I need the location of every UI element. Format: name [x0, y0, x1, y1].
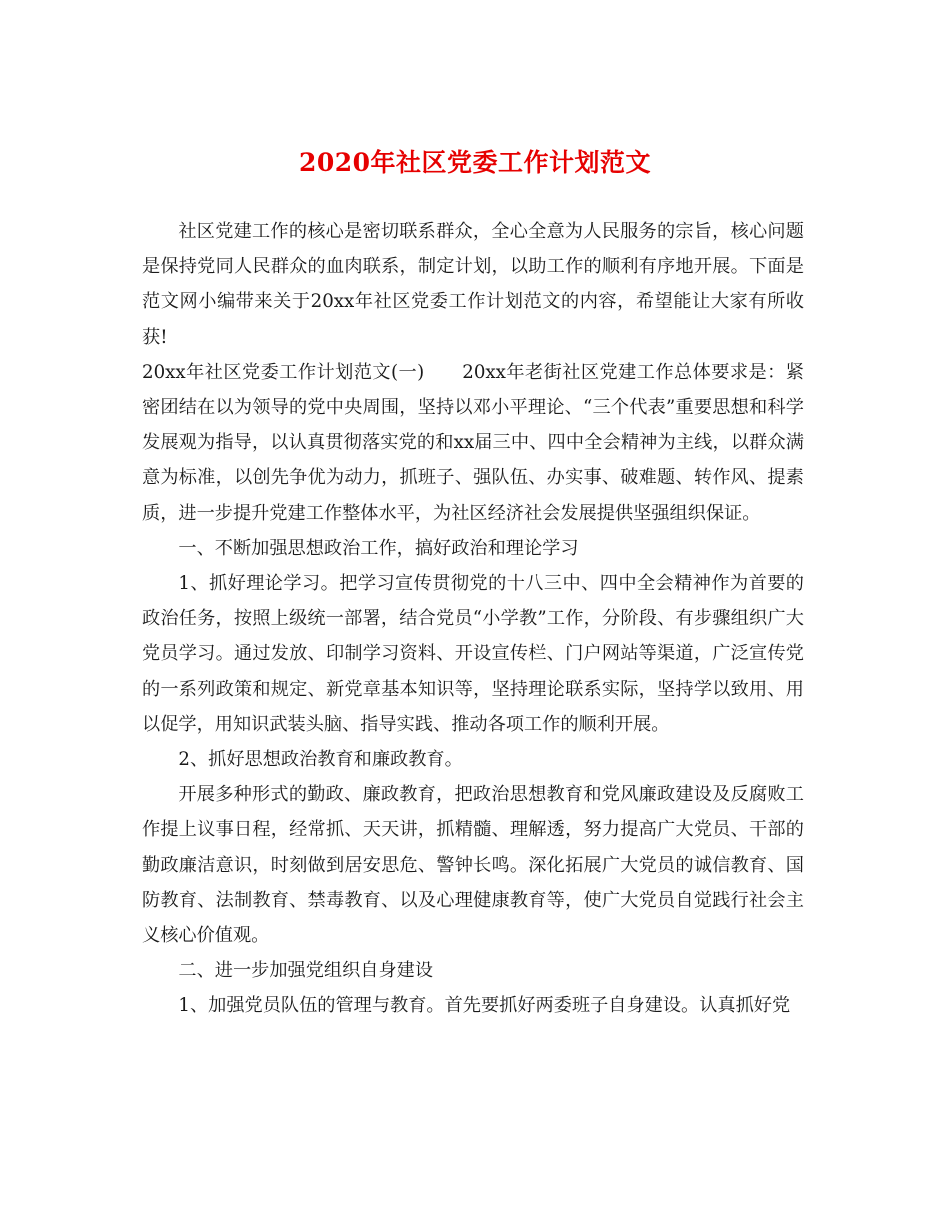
subheading-two: 二、进一步加强党组织自身建设: [178, 960, 434, 982]
document-body: [142, 214, 804, 1024]
intro-paragraph: 社区党建工作的核心是密切联系群众，全心全意为人民服务的宗旨，核心问题是保持党同人民群众的血肉联系，制定计划，以助工作的顺利有序地开展。下面是范文网小编带来关于20xx年社区党委工作计划范文的内容，希望能让大家有所收获!: [142, 221, 804, 348]
section-heading: 20xx年社区党委工作计划范文(一): [142, 361, 425, 383]
section-text: 20xx年老街社区党建工作总体要求是：紧密团结在以为领导的党中央周围，坚持以邓小平理论、“三个代表”重要思想和科学发展观为指导，以认真贯彻落实党的和xx届三中、四中全会精神为主线，以群众满意为标准，以创先争优为动力，抓班子、强队伍、办实事、破难题、转作风、提素质，进一步提升党建工作整体水平，为社区经济社会发展提供坚强组织保证。: [142, 361, 804, 524]
section-paragraph: [142, 355, 804, 531]
paragraph-theory-study: 1、抓好理论学习。把学习宣传贯彻党的十八三中、四中全会精神作为首要的政治任务，按照上级统一部署，结合党员“小学教”工作，分阶段、有步骤组织广大党员学习。通过发放、印制学习资料、开设宣传栏、门户网站等渠道，广泛宣传党的一系列政策和规定、新党章基本知识等，坚持理论联系实际，坚持学以致用、用以促学，用知识武装头脑、指导实践、推动各项工作的顺利开展。: [142, 573, 804, 735]
paragraph-member-management: 1、加强党员队伍的管理与教育。首先要抓好两委班子自身建设。认真抓好党: [178, 995, 791, 1017]
document-title: 2020年社区党委工作计划范文: [298, 148, 652, 177]
paragraph-education-heading: 2、抓好思想政治教育和廉政教育。: [178, 749, 463, 771]
subheading-one: 一、不断加强思想政治工作，搞好政治和理论学习: [178, 537, 579, 559]
paragraph-integrity-education: 开展多种形式的勤政、廉政教育，把政治思想教育和党风廉政建设及反腐败工作提上议事日程，经常抓、天天讲，抓精髓、理解透，努力提高广大党员、干部的勤政廉洁意识，时刻做到居安思危、警钟长鸣。深化拓展广大党员的诚信教育、国防教育、法制教育、禁毒教育、以及心理健康教育等，使广大党员自觉践行社会主义核心价值观。: [142, 784, 804, 947]
